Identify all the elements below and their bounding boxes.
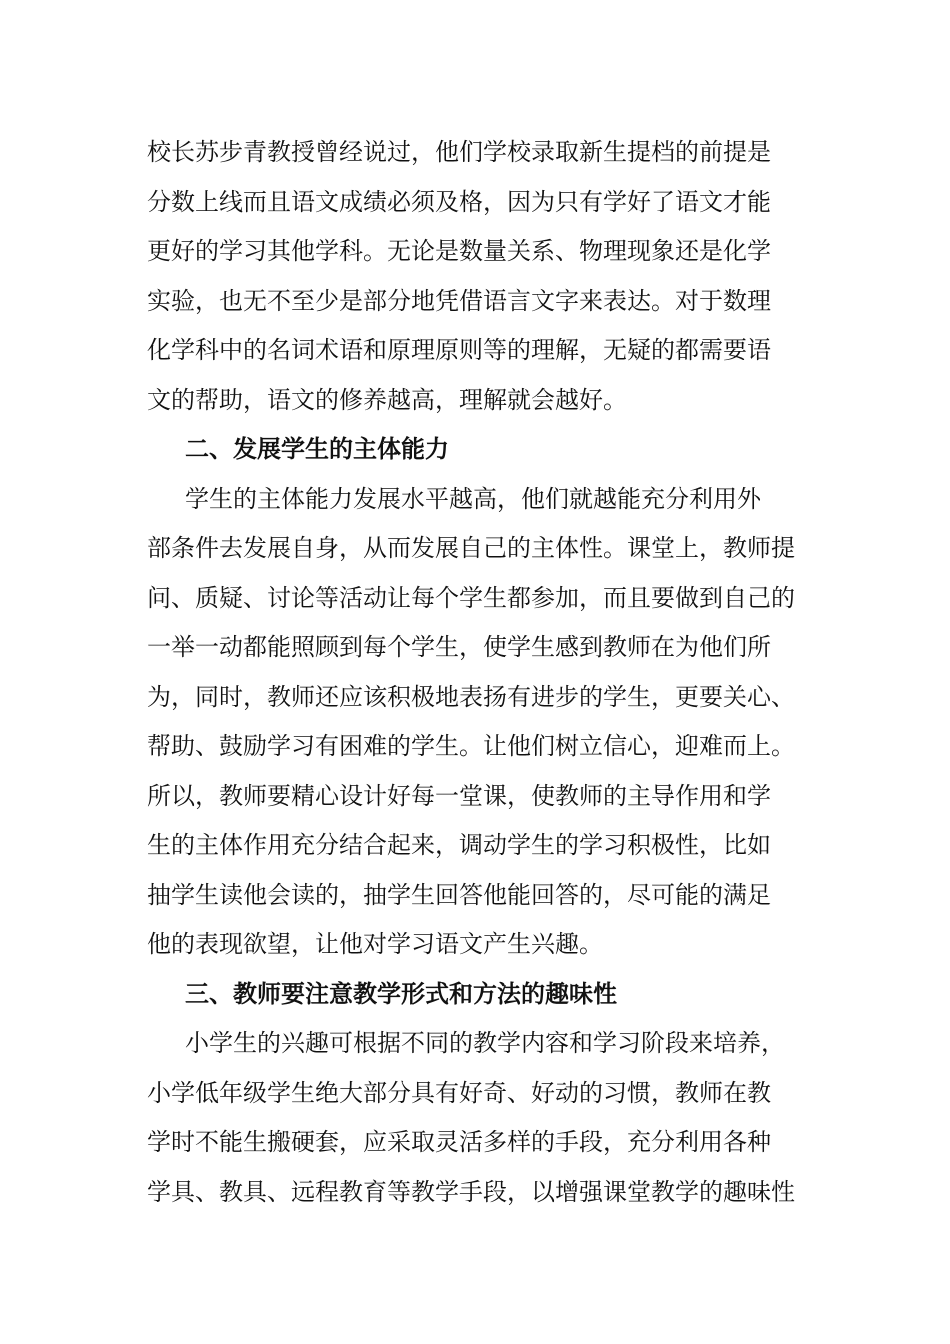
text-line: 实验，也无不至少是部分地凭借语言文字来表达。对于数理	[147, 286, 771, 315]
text-line: 学生的主体能力发展水平越高，他们就越能充分利用外	[185, 484, 761, 513]
document-body	[147, 128, 817, 1217]
text-line: 化学科中的名词术语和原理原则等的理解，无疑的都需要语	[147, 336, 771, 364]
text-line: 小学生的兴趣可根据不同的教学内容和学习阶段来培养，	[185, 1029, 785, 1057]
text-line: 学具、教具、远程教育等教学手段，以增强课堂教学的趣味性	[147, 1177, 795, 1206]
text-line: 小学低年级学生绝大部分具有好奇、好动的习惯，教师在教	[147, 1078, 771, 1107]
text-line: 他的表现欲望，让他对学习语文产生兴趣。	[147, 930, 603, 958]
text-line: 一举一动都能照顾到每个学生，使学生感到教师在为他们所	[147, 633, 771, 661]
text-line: 生的主体作用充分结合起来，调动学生的学习积极性，比如	[147, 831, 771, 859]
paragraph-1	[147, 128, 817, 425]
text-line: 学时不能生搬硬套，应采取灵活多样的手段，充分利用各种	[147, 1128, 771, 1156]
section-heading-3: 三、教师要注意教学形式和方法的趣味性	[185, 979, 617, 1008]
text-line: 更好的学习其他学科。无论是数量关系、物理现象还是化学	[147, 237, 771, 265]
text-line: 抽学生读他会读的，抽学生回答他能回答的，尽可能的满足	[147, 880, 771, 909]
text-line: 校长苏步青教授曾经说过，他们学校录取新生提档的前提是	[147, 138, 771, 166]
text-line: 问、质疑、讨论等活动让每个学生都参加，而且要做到自己的	[147, 583, 795, 612]
paragraph-2	[147, 475, 817, 970]
paragraph-3	[147, 1019, 817, 1217]
text-line: 为，同时，教师还应该积极地表扬有进步的学生，更要关心、	[147, 682, 795, 711]
text-line: 部条件去发展自身，从而发展自己的主体性。课堂上，教师提	[147, 534, 795, 562]
text-line: 所以，教师要精心设计好每一堂课，使教师的主导作用和学	[147, 781, 771, 810]
text-line: 分数上线而且语文成绩必须及格，因为只有学好了语文才能	[147, 187, 771, 216]
section-heading-2: 二、发展学生的主体能力	[185, 435, 449, 463]
text-line: 帮助、鼓励学习有困难的学生。让他们树立信心，迎难而上。	[147, 732, 795, 760]
text-line: 文的帮助，语文的修养越高，理解就会越好。	[147, 385, 627, 414]
